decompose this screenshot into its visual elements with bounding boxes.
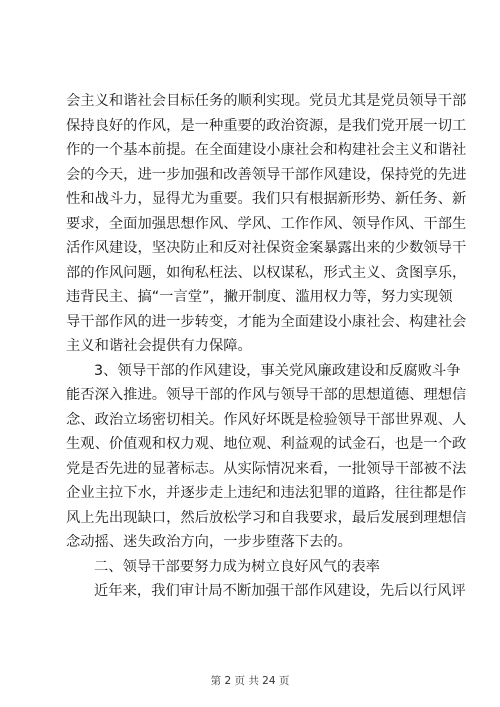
text-line: 活作风建设，坚决防止和反对社保资金案暴露出来的少数领导干 xyxy=(66,240,467,256)
text-line: 性和战斗力，显得尤为重要。我们只有根据新形势、新任务、新 xyxy=(66,191,467,207)
section-three-line: 3、领导干部的作风建设，事关党风廉政建设和反腐败斗争 xyxy=(94,362,461,379)
paragraph-start-line: 近年来，我们审计局不断加强干部作风建设，先后以行风评 xyxy=(94,583,466,599)
section-heading: 二、领导干部要努力成为树立良好风气的表率 xyxy=(94,558,380,575)
text-line: 违背民主、搞“一言堂”，撇开制度、滥用权力等，努力实现领 xyxy=(66,289,453,305)
text-line: 企业主拉下水，并逐步走上违纪和违法犯罪的道路，往往都是作 xyxy=(66,485,467,501)
text-line: 会的今天，进一步加强和改善领导干部作风建设，保持党的先进 xyxy=(66,166,467,183)
document-body xyxy=(66,89,467,604)
text-line: 念、政治立场密切相关。作风好坏既是检验领导干部世界观、人 xyxy=(66,411,467,428)
text-line: 生观、价值观和权力观、地位观、利益观的试金石，也是一个政 xyxy=(66,436,467,452)
text-line: 作的一个基本前提。在全面建设小康社会和构建社会主义和谐社 xyxy=(66,142,467,158)
text-line: 党是否先进的显著标志。从实际情况来看，一批领导干部被不法 xyxy=(66,460,467,477)
text-line: 部的作风问题，如徇私枉法、以权谋私，形式主义、贪图享乐， xyxy=(66,264,467,281)
text-line: 能否深入推进。领导干部的作风与领导干部的思想道德、理想信 xyxy=(66,387,467,403)
paragraph-end-line: 主义和谐社会提供有力保障。 xyxy=(66,338,252,354)
text-line: 要求，全面加强思想作风、学风、工作作风、领导作风、干部生 xyxy=(66,215,467,232)
text-line: 会主义和谐社会目标任务的顺利实现。党员尤其是党员领导干部 xyxy=(66,93,467,109)
text-line: 导干部作风的进一步转变，才能为全面建设小康社会、构建社会 xyxy=(66,313,467,330)
text-line: 保持良好的作风，是一种重要的政治资源，是我们党开展一切工 xyxy=(66,117,467,134)
text-line: 风上先出现缺口，然后放松学习和自我要求，最后发展到理想信 xyxy=(66,509,467,526)
page-number-footer: 第 2 页 共 24 页 xyxy=(210,675,290,687)
paragraph-end-line: 念动摇、迷失政治方向，一步步堕落下去的。 xyxy=(66,534,352,550)
